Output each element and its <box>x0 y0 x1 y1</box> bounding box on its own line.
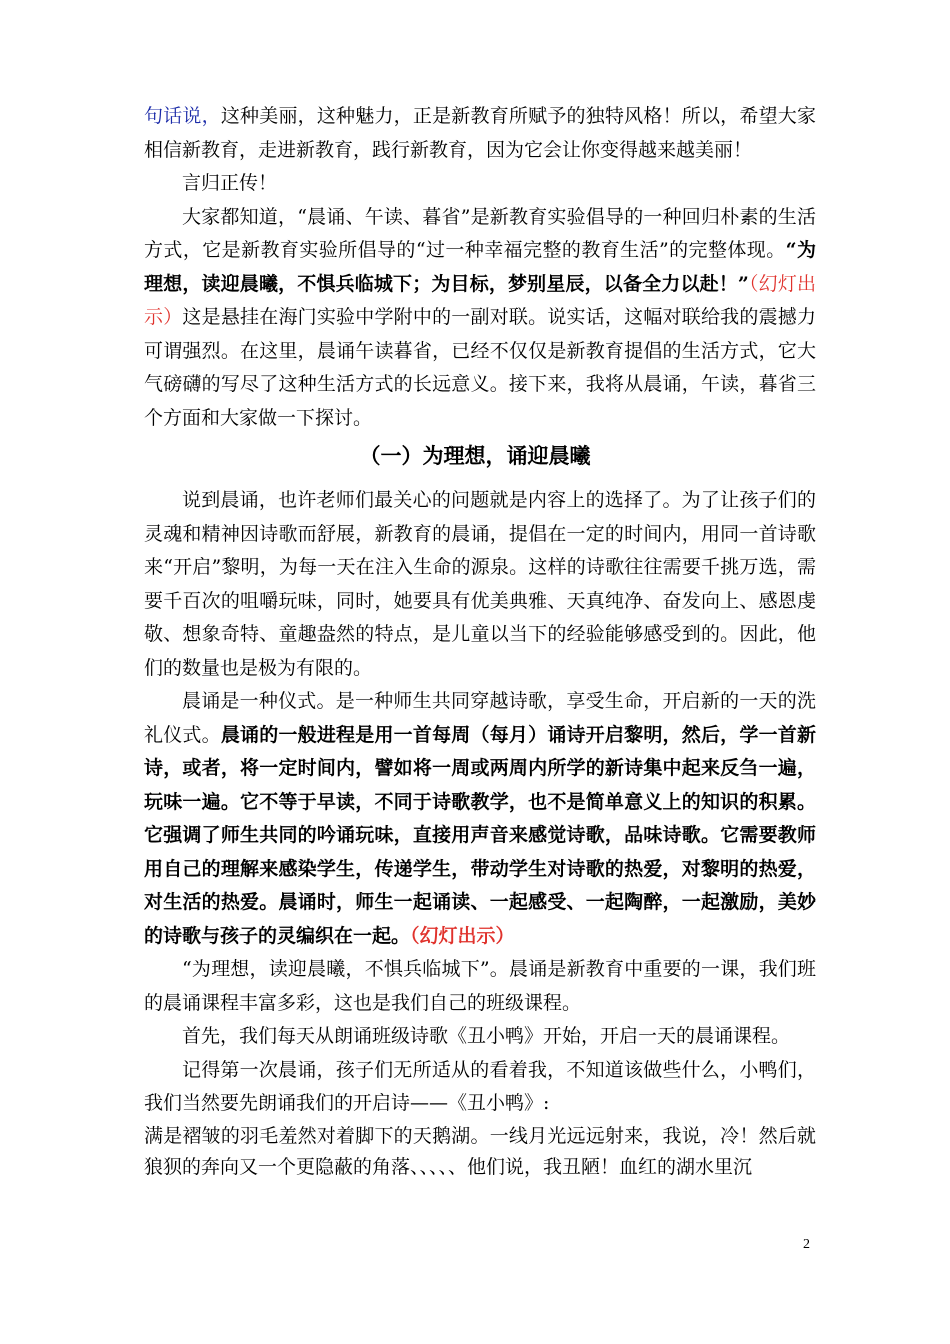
highlighted-phrase: 句话说， <box>144 105 221 127</box>
paragraph-6: “为理想，读迎晨曦，不惧兵临城下”。晨诵是新教育中重要的一课，我们班的晨诵课程丰富多彩，这也是我们自己的班级课程。 <box>144 958 816 1014</box>
paragraph-1 <box>144 100 816 167</box>
paragraph-4: 说到晨诵，也许老师们最关心的问题就是内容上的选择了。为了让孩子们的灵魂和精神因诗歌而舒展，新教育的晨诵，提倡在一定的时间内，用同一首诗歌来“开启”黎明，为每一天在注入生命的源泉。这样的诗歌往往需要千挑万选，需要千百次的咀嚼玩味，同时，她要具有优美典雅、天真纯净、奋发向上、感恩虔敬、想象奇特、童趣盎然的特点，是儿童以当下的经验能够感受到的。因此，他们的数量也是极为有限的。 <box>144 489 816 679</box>
paragraph-7: 首先，我们每天从朗诵班级诗歌《丑小鸭》开始，开启一天的晨诵课程。 <box>182 1025 791 1047</box>
paragraph-5-bold: 晨诵的一般进程是用一首每周（每月）诵诗开启黎明，然后，学一首新诗，或者，将一定时间内，譬如将一周或两周内所学的新诗集中起来反刍一遍，玩味一遍。它不等于早读，不同于诗歌教学，也不是简单意义上的知识的积累。它强调了师生共同的吟诵玩味，直接用声音来感觉诗歌，品味诗歌。它需要教师用自己的理解来感染学生，传递学生，带动学生对诗歌的热爱，对黎明的热爱，对生活的热爱。晨诵时，师生一起诵读、一起感受、一起陶醉，一起激励，美妙的诗歌与孩子的灵编织在一起。 <box>144 723 816 947</box>
slide-note: （幻灯出示） <box>144 272 816 328</box>
paragraph-5-text: 晨诵是一种仪式。是一种师生共同穿越诗歌，享受生命，开启新的一天的洗礼仪式。 <box>144 690 816 746</box>
slide-note-2: （幻灯出示） <box>410 924 515 947</box>
poem-excerpt: 满是褶皱的羽毛羞然对着脚下的天鹅湖。一线月光远远射来，我说，冷！然后就狼狈的奔向又一个更隐蔽的角落、、、、、他们说，我丑陋！血红的湖水里沉 <box>144 1124 816 1178</box>
section-heading: （一）为理想，诵迎晨曦 <box>359 443 591 468</box>
paragraph-1-text: 这种美丽，这种魅力，正是新教育所赋予的独特风格！所以，希望大家相信新教育，走进新教育，践行新教育，因为它会让你变得越来越美丽！ <box>144 105 816 161</box>
text-block-top <box>144 100 816 435</box>
paragraph-3-text: 大家都知道，“晨诵、午读、暮省”是新教育实验倡导的一种回归朴素的生活方式，它是新教育实验所倡导的“过一种幸福完整的教育生活”的完整体现。 <box>144 205 816 261</box>
couplet-quote: “为理想，读迎晨曦，不惧兵临城下；为目标，梦别星辰，以备全力以赴！” <box>144 239 816 295</box>
paragraph-5 <box>144 685 816 953</box>
paragraph-2: 言归正传！ <box>182 172 278 194</box>
page-number: 2 <box>803 1237 810 1252</box>
text-block-main <box>144 484 816 1183</box>
paragraph-3-tail: 这是悬挂在海门实验中学附中的一副对联。说实话，这幅对联给我的震撼力可谓强烈。在这里，晨诵午读暮省，已经不仅仅是新教育提倡的生活方式，它大气磅礴的写尽了这种生活方式的长远意义。接下来，我将从晨诵，午读，暮省三个方面和大家做一下探讨。 <box>144 306 816 429</box>
paragraph-3 <box>144 201 816 436</box>
paragraph-8: 记得第一次晨诵，孩子们无所适从的看着我，不知道该做些什么，小鸭们，我们当然要先朗诵我们的开启诗——《丑小鸭》: <box>144 1058 816 1114</box>
